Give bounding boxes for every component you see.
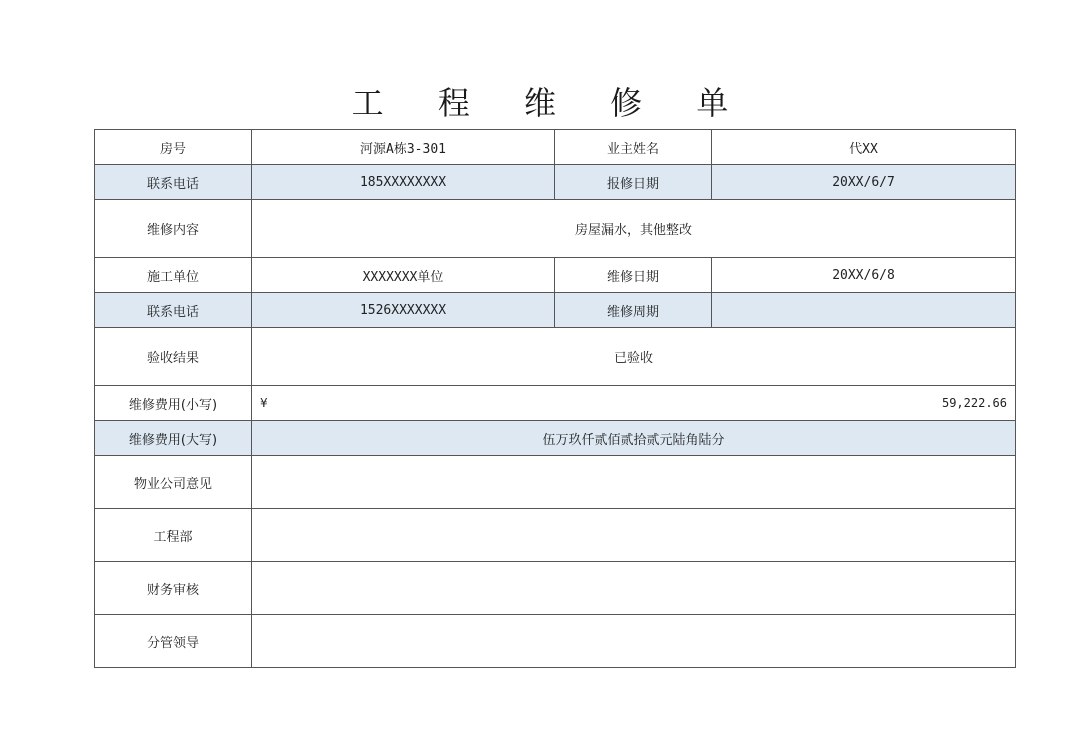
report-date-value: 20XX/6/7 <box>712 165 1016 200</box>
row-property-opinion <box>95 456 1016 509</box>
leader-label: 分管领导 <box>95 615 252 668</box>
fee-small-value: 59,222.66 <box>941 396 1007 410</box>
finance-label: 财务审核 <box>95 562 252 615</box>
phone-2-label: 联系电话 <box>95 293 252 328</box>
acceptance-value: 已验收 <box>252 328 1016 386</box>
phone-2-value: 1526XXXXXXX <box>252 293 555 328</box>
leader-value <box>252 615 1016 668</box>
acceptance-label: 验收结果 <box>95 328 252 386</box>
phone-1-label: 联系电话 <box>95 165 252 200</box>
row-phone-2 <box>95 293 1016 328</box>
row-leader <box>95 615 1016 668</box>
engineering-value <box>252 509 1016 562</box>
property-opinion-label: 物业公司意见 <box>95 456 252 509</box>
report-date-label: 报修日期 <box>555 165 712 200</box>
row-fee-small <box>95 386 1016 421</box>
engineering-label: 工程部 <box>95 509 252 562</box>
form-title: 工 程 维 修 单 <box>351 84 751 122</box>
row-phone-1 <box>95 165 1016 200</box>
repair-date-value: 20XX/6/8 <box>712 258 1016 293</box>
fee-big-label: 维修费用(大写) <box>95 421 252 456</box>
row-room <box>95 130 1016 165</box>
owner-name-value: 代XX <box>712 130 1016 165</box>
fee-big-value: 伍万玖仟贰佰贰拾贰元陆角陆分 <box>252 421 1016 456</box>
content-value: 房屋漏水，其他整改 <box>252 200 1016 258</box>
content-label: 维修内容 <box>95 200 252 258</box>
room-value: 河源A栋3-301 <box>252 130 555 165</box>
repair-period-label: 维修周期 <box>555 293 712 328</box>
repair-period-value <box>712 293 1016 328</box>
finance-value <box>252 562 1016 615</box>
phone-1-value: 185XXXXXXXX <box>252 165 555 200</box>
repair-form-table <box>94 129 1016 668</box>
row-acceptance <box>95 328 1016 386</box>
row-contractor <box>95 258 1016 293</box>
owner-name-label: 业主姓名 <box>555 130 712 165</box>
property-opinion-value <box>252 456 1016 509</box>
contractor-value: XXXXXXX单位 <box>252 258 555 293</box>
row-finance <box>95 562 1016 615</box>
row-fee-big <box>95 421 1016 456</box>
contractor-label: 施工单位 <box>95 258 252 293</box>
fee-small-cell <box>252 386 1016 421</box>
currency-symbol: ¥ <box>260 396 268 410</box>
room-label: 房号 <box>95 130 252 165</box>
repair-date-label: 维修日期 <box>555 258 712 293</box>
row-engineering <box>95 509 1016 562</box>
row-content <box>95 200 1016 258</box>
fee-small-label: 维修费用(小写) <box>95 386 252 421</box>
